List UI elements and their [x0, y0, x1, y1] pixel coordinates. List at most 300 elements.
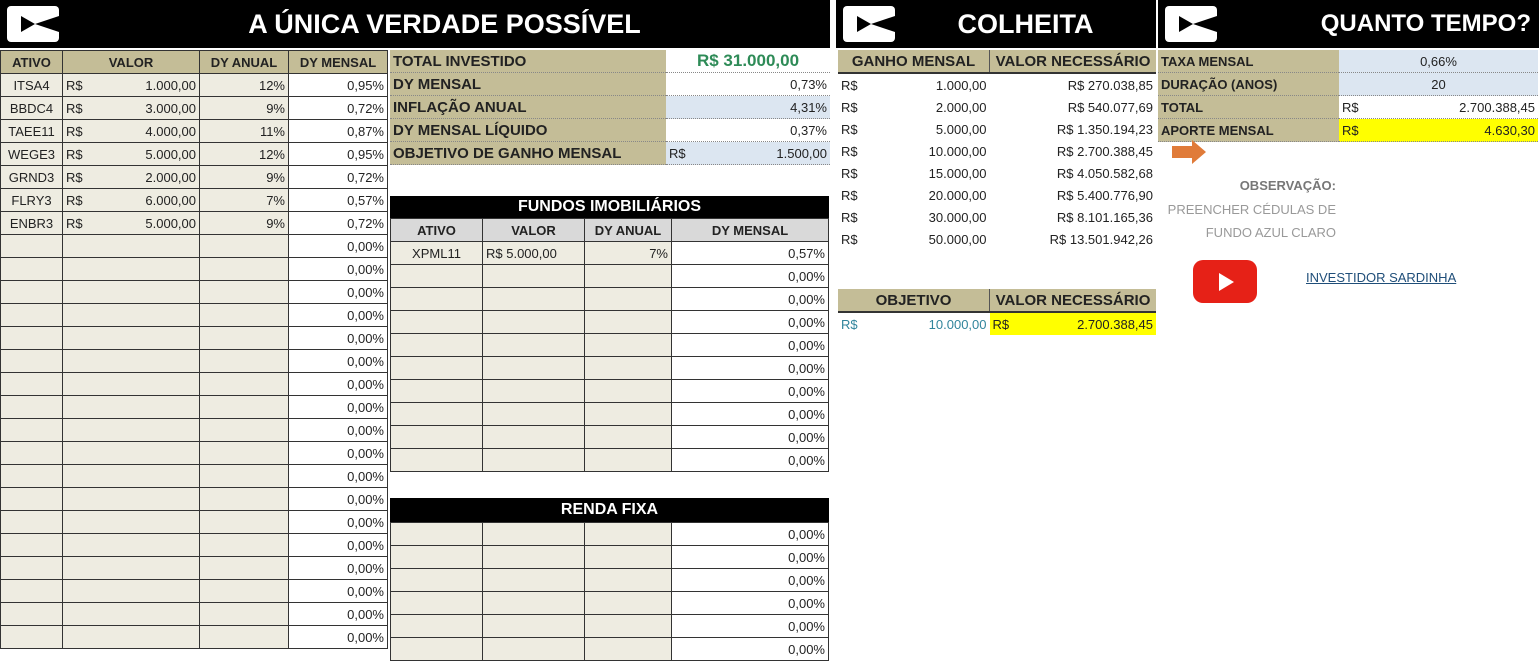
fii-table	[390, 218, 829, 472]
table-row	[391, 523, 829, 546]
dy-mensal-cell: 0,57%	[289, 189, 388, 212]
currency-label: R$	[1342, 99, 1359, 115]
table-row	[1, 350, 388, 373]
ganho-cell: R$ 20.000,00	[841, 187, 987, 203]
rf-dy-mensal-cell: 0,00%	[672, 569, 829, 592]
ativo-cell[interactable]	[1, 626, 63, 649]
dy-anual-cell[interactable]	[200, 304, 289, 327]
fii-valor-cell[interactable]	[483, 357, 585, 380]
dy-mensal-cell: 0,87%	[289, 120, 388, 143]
table-row	[1, 580, 388, 603]
aporte-label: APORTE MENSAL	[1158, 119, 1339, 142]
fii-dy-anual-cell[interactable]: 7%	[585, 242, 672, 265]
dy-mensal-cell: 0,72%	[289, 166, 388, 189]
dy-anual-cell[interactable]: 12%	[200, 143, 289, 166]
ativo-cell[interactable]	[1, 534, 63, 557]
dy-mensal-cell: 0,00%	[289, 580, 388, 603]
summary-table	[390, 50, 830, 165]
fii-ativo-cell[interactable]	[391, 265, 483, 288]
valor-cell[interactable]	[63, 189, 200, 212]
valor-necessario-cell: R$ 13.501.942,26	[1049, 231, 1153, 247]
dy-mensal-cell: 0,00%	[289, 304, 388, 327]
dy-anual-cell[interactable]	[200, 511, 289, 534]
total-label: TOTAL	[1158, 96, 1339, 119]
rf-cell[interactable]	[483, 546, 585, 569]
col-objetivo: OBJETIVO	[838, 289, 990, 312]
valor-cell[interactable]	[63, 465, 200, 488]
currency-label: R$	[66, 100, 83, 116]
ganho-cell: R$ 50.000,00	[841, 231, 987, 247]
table-row	[1, 603, 388, 626]
note-line-1: PREENCHER CÉDULAS DE	[1167, 202, 1336, 217]
ativo-cell[interactable]	[1, 396, 63, 419]
table-row	[838, 96, 1156, 118]
fii-dy-mensal-cell: 0,00%	[672, 311, 829, 334]
table-row	[1, 419, 388, 442]
ativo-cell[interactable]	[1, 281, 63, 304]
table-row	[391, 426, 829, 449]
quanto-tempo-table	[1158, 50, 1538, 142]
valor-value: 5.000,00	[145, 215, 196, 231]
fii-dy-mensal-cell: 0,00%	[672, 265, 829, 288]
valor-necessario-cell: R$ 4.050.582,68	[1056, 165, 1153, 181]
rf-cell[interactable]	[483, 523, 585, 546]
fii-valor-cell[interactable]: R$ 5.000,00	[483, 242, 585, 265]
dy-mensal-cell: 0,00%	[289, 488, 388, 511]
renda-fixa-table	[390, 522, 829, 661]
rf-cell[interactable]	[391, 592, 483, 615]
main-header	[0, 0, 830, 48]
table-row	[1, 626, 388, 649]
fii-dy-anual-cell[interactable]	[585, 357, 672, 380]
fii-dy-anual-cell[interactable]	[585, 380, 672, 403]
valor-necessario-cell: R$ 5.400.776,90	[1056, 187, 1153, 203]
dy-mensal-label: DY MENSAL	[390, 73, 666, 96]
objetivo-value: 1.500,00	[776, 145, 827, 161]
valor-value: 1.000,00	[145, 77, 196, 93]
table-row	[1, 189, 388, 212]
fii-ativo-cell[interactable]	[391, 288, 483, 311]
dy-mensal-cell: 0,00%	[289, 442, 388, 465]
ativo-cell[interactable]	[1, 488, 63, 511]
table-row	[1, 235, 388, 258]
arrow-right-icon	[1172, 140, 1208, 164]
fii-col-dy-mensal: DY MENSAL	[672, 219, 829, 242]
dy-mensal-cell: 0,00%	[289, 373, 388, 396]
table-row	[1, 97, 388, 120]
fii-valor-cell[interactable]	[483, 403, 585, 426]
valor-cell[interactable]	[63, 603, 200, 626]
table-row	[1, 442, 388, 465]
col-ganho-mensal: GANHO MENSAL	[838, 50, 990, 73]
table-row	[838, 228, 1156, 250]
table-row	[391, 403, 829, 426]
ativo-cell[interactable]: ITSA4	[1, 74, 63, 97]
youtube-icon[interactable]	[1193, 260, 1257, 303]
fii-col-ativo: ATIVO	[391, 219, 483, 242]
table-row	[838, 140, 1156, 162]
inflacao-input[interactable]: 4,31%	[666, 96, 830, 119]
fii-ativo-cell[interactable]: XPML11	[391, 242, 483, 265]
fii-dy-anual-cell[interactable]	[585, 449, 672, 472]
valor-cell[interactable]	[63, 97, 200, 120]
valor-cell[interactable]	[63, 396, 200, 419]
objetivo-necessario-value: 2.700.388,45	[1077, 316, 1153, 332]
valor-cell[interactable]	[63, 626, 200, 649]
ativo-cell[interactable]	[1, 465, 63, 488]
ativo-cell[interactable]: BBDC4	[1, 97, 63, 120]
fii-valor-cell[interactable]	[483, 380, 585, 403]
colheita-header	[836, 0, 1156, 48]
ativo-cell[interactable]	[1, 419, 63, 442]
ativo-cell[interactable]	[1, 580, 63, 603]
rf-cell[interactable]	[585, 546, 672, 569]
rf-cell[interactable]	[585, 523, 672, 546]
table-row	[1, 465, 388, 488]
aporte-value-cell	[1339, 119, 1538, 142]
ganho-cell: R$ 5.000,00	[841, 121, 987, 137]
rf-cell[interactable]	[483, 569, 585, 592]
rf-dy-mensal-cell: 0,00%	[672, 638, 829, 661]
rf-cell[interactable]	[391, 523, 483, 546]
logo-icon	[7, 6, 59, 42]
colheita-table	[838, 50, 1156, 250]
taxa-input[interactable]: 0,66%	[1339, 50, 1538, 73]
rf-cell[interactable]	[585, 592, 672, 615]
currency-label: R$	[1342, 122, 1359, 138]
dy-anual-cell[interactable]	[200, 281, 289, 304]
dy-anual-cell[interactable]	[200, 350, 289, 373]
table-row	[391, 265, 829, 288]
table-row	[838, 118, 1156, 140]
table-row	[1, 304, 388, 327]
table-row	[1, 120, 388, 143]
valor-cell[interactable]	[63, 442, 200, 465]
valor-cell[interactable]	[63, 557, 200, 580]
objetivo-value: 10.000,00	[928, 316, 987, 332]
ganho-cell: R$ 10.000,00	[841, 143, 987, 159]
table-row	[391, 242, 829, 265]
col-dy-anual: DY ANUAL	[200, 51, 289, 74]
taxa-label: TAXA MENSAL	[1158, 50, 1339, 73]
table-row	[391, 357, 829, 380]
table-row	[391, 288, 829, 311]
fii-ativo-cell[interactable]	[391, 311, 483, 334]
dy-anual-cell[interactable]	[200, 534, 289, 557]
ativo-cell[interactable]: GRND3	[1, 166, 63, 189]
rf-cell[interactable]	[483, 592, 585, 615]
fii-dy-anual-cell[interactable]	[585, 334, 672, 357]
ativo-cell[interactable]	[1, 373, 63, 396]
col-ativo: ATIVO	[1, 51, 63, 74]
dy-mensal-cell: 0,00%	[289, 327, 388, 350]
dy-mensal-cell: 0,00%	[289, 511, 388, 534]
table-row	[1, 166, 388, 189]
quanto-tempo-header	[1158, 0, 1539, 48]
note-line-2: FUNDO AZUL CLARO	[1205, 225, 1336, 240]
rf-cell[interactable]	[391, 638, 483, 661]
ativo-cell[interactable]	[1, 442, 63, 465]
rf-cell[interactable]	[585, 638, 672, 661]
valor-cell[interactable]	[63, 327, 200, 350]
ativo-cell[interactable]	[1, 235, 63, 258]
objetivo-input[interactable]	[666, 142, 830, 165]
objetivo-necessario	[990, 312, 1157, 335]
ativo-cell[interactable]	[1, 557, 63, 580]
rf-cell[interactable]	[391, 546, 483, 569]
currency-label: R$	[66, 192, 83, 208]
table-row	[391, 569, 829, 592]
rf-cell[interactable]	[391, 569, 483, 592]
valor-necessario-cell: R$ 8.101.165,36	[1056, 209, 1153, 225]
valor-cell[interactable]	[63, 419, 200, 442]
dy-anual-cell[interactable]	[200, 419, 289, 442]
fii-dy-mensal-cell: 0,00%	[672, 449, 829, 472]
ganho-cell: R$ 30.000,00	[841, 209, 987, 225]
total-value-cell	[1339, 96, 1538, 119]
dy-anual-cell[interactable]: 9%	[200, 166, 289, 189]
valor-value: 3.000,00	[145, 100, 196, 116]
valor-cell[interactable]	[63, 580, 200, 603]
dy-mensal-cell: 0,00%	[289, 419, 388, 442]
dy-anual-cell[interactable]	[200, 465, 289, 488]
currency-label: R$	[66, 215, 83, 231]
rf-dy-mensal-cell: 0,00%	[672, 615, 829, 638]
ativo-cell[interactable]: TAEE11	[1, 120, 63, 143]
table-row	[1, 373, 388, 396]
valor-value: 6.000,00	[145, 192, 196, 208]
valor-cell[interactable]	[63, 74, 200, 97]
stocks-table	[0, 50, 388, 649]
table-row	[1, 258, 388, 281]
dy-anual-cell[interactable]: 7%	[200, 189, 289, 212]
ganho-cell: R$ 15.000,00	[841, 165, 987, 181]
currency-label: R$	[66, 77, 83, 93]
objetivo-label: OBJETIVO DE GANHO MENSAL	[390, 142, 666, 165]
valor-cell[interactable]	[63, 120, 200, 143]
fii-valor-cell[interactable]	[483, 311, 585, 334]
rf-dy-mensal-cell: 0,00%	[672, 546, 829, 569]
main-title: A ÚNICA VERDADE POSSÍVEL	[248, 8, 641, 39]
objetivo-table	[838, 289, 1156, 335]
valor-cell[interactable]	[63, 350, 200, 373]
rf-cell[interactable]	[585, 615, 672, 638]
quanto-tempo-title: QUANTO TEMPO?	[1320, 10, 1531, 37]
valor-cell[interactable]	[63, 534, 200, 557]
note-title: OBSERVAÇÃO:	[1239, 178, 1336, 193]
ativo-cell[interactable]: ENBR3	[1, 212, 63, 235]
dy-anual-cell[interactable]	[200, 235, 289, 258]
dy-anual-cell[interactable]	[200, 258, 289, 281]
table-row	[391, 449, 829, 472]
aporte-value: 4.630,30	[1484, 122, 1535, 138]
fii-dy-anual-cell[interactable]	[585, 426, 672, 449]
rf-cell[interactable]	[483, 638, 585, 661]
fii-valor-cell[interactable]	[483, 288, 585, 311]
duracao-label: DURAÇÃO (ANOS)	[1158, 73, 1339, 96]
logo-icon	[843, 6, 895, 42]
fii-valor-cell[interactable]	[483, 449, 585, 472]
dy-mensal-cell: 0,00%	[289, 603, 388, 626]
fii-ativo-cell[interactable]	[391, 403, 483, 426]
valor-cell[interactable]	[63, 235, 200, 258]
dy-mensal-cell: 0,95%	[289, 74, 388, 97]
dy-anual-cell[interactable]: 9%	[200, 212, 289, 235]
fii-ativo-cell[interactable]	[391, 334, 483, 357]
ativo-cell[interactable]: FLRY3	[1, 189, 63, 212]
rf-cell[interactable]	[391, 615, 483, 638]
table-row	[1, 143, 388, 166]
currency-label: R$	[66, 169, 83, 185]
fii-valor-cell[interactable]	[483, 265, 585, 288]
dy-mensal-cell: 0,00%	[289, 350, 388, 373]
currency-label: R$	[66, 123, 83, 139]
table-row	[1, 534, 388, 557]
fii-dy-anual-cell[interactable]	[585, 288, 672, 311]
dy-anual-cell[interactable]	[200, 396, 289, 419]
dy-anual-cell[interactable]	[200, 373, 289, 396]
valor-cell[interactable]	[63, 281, 200, 304]
valor-cell[interactable]	[63, 143, 200, 166]
dy-mensal-cell: 0,00%	[289, 258, 388, 281]
valor-cell[interactable]	[63, 511, 200, 534]
dy-mensal-cell: 0,00%	[289, 534, 388, 557]
total-value: 2.700.388,45	[1459, 99, 1535, 115]
table-row	[1, 396, 388, 419]
table-row	[391, 334, 829, 357]
ativo-cell[interactable]: WEGE3	[1, 143, 63, 166]
objetivo-input[interactable]	[838, 312, 990, 335]
valor-cell[interactable]	[63, 166, 200, 189]
table-row	[838, 184, 1156, 206]
rf-cell[interactable]	[585, 569, 672, 592]
fii-valor-cell[interactable]	[483, 334, 585, 357]
rf-cell[interactable]	[483, 615, 585, 638]
investidor-sardinha-link[interactable]: INVESTIDOR SARDINHA	[1306, 270, 1457, 285]
currency-label: R$	[992, 316, 1010, 332]
fii-ativo-cell[interactable]	[391, 426, 483, 449]
valor-value: 4.000,00	[145, 123, 196, 139]
currency-label: R$	[841, 316, 858, 332]
table-row	[838, 162, 1156, 184]
fii-dy-mensal-cell: 0,00%	[672, 357, 829, 380]
dy-mensal-cell: 0,00%	[289, 235, 388, 258]
table-row	[1, 327, 388, 350]
dy-anual-cell[interactable]: 12%	[200, 74, 289, 97]
table-row	[838, 206, 1156, 228]
valor-cell[interactable]	[63, 488, 200, 511]
dy-anual-cell[interactable]	[200, 603, 289, 626]
table-row	[1, 557, 388, 580]
ativo-cell[interactable]	[1, 327, 63, 350]
dy-mensal-cell: 0,00%	[289, 626, 388, 649]
dy-mensal-value: 0,73%	[666, 73, 830, 96]
valor-cell[interactable]	[63, 258, 200, 281]
fii-col-dy-anual: DY ANUAL	[585, 219, 672, 242]
ativo-cell[interactable]	[1, 350, 63, 373]
dy-mensal-cell: 0,95%	[289, 143, 388, 166]
table-row	[1, 511, 388, 534]
fii-dy-mensal-cell: 0,00%	[672, 426, 829, 449]
dy-liquido-label: DY MENSAL LÍQUIDO	[390, 119, 666, 142]
ativo-cell[interactable]	[1, 258, 63, 281]
duracao-input[interactable]: 20	[1339, 73, 1538, 96]
table-row	[838, 73, 1156, 96]
renda-fixa-header: RENDA FIXA	[390, 498, 829, 522]
dy-anual-cell[interactable]: 9%	[200, 97, 289, 120]
fii-header: FUNDOS IMOBILIÁRIOS	[390, 196, 829, 218]
ganho-cell: R$ 2.000,00	[841, 99, 987, 115]
dy-anual-cell[interactable]	[200, 626, 289, 649]
fii-dy-anual-cell[interactable]	[585, 403, 672, 426]
table-row	[391, 592, 829, 615]
table-row	[391, 546, 829, 569]
col-dy-mensal: DY MENSAL	[289, 51, 388, 74]
ativo-cell[interactable]	[1, 603, 63, 626]
fii-dy-mensal-cell: 0,00%	[672, 403, 829, 426]
dy-mensal-cell: 0,00%	[289, 557, 388, 580]
col-objetivo-valor: VALOR NECESSÁRIO	[995, 291, 1151, 309]
dy-mensal-cell: 0,00%	[289, 396, 388, 419]
dy-mensal-cell: 0,00%	[289, 281, 388, 304]
valor-necessario-cell: R$ 270.038,85	[1067, 77, 1153, 93]
ativo-cell[interactable]	[1, 511, 63, 534]
dy-anual-cell[interactable]	[200, 580, 289, 603]
valor-necessario-cell: R$ 540.077,69	[1067, 99, 1153, 115]
table-row	[391, 311, 829, 334]
fii-dy-mensal-cell: 0,00%	[672, 334, 829, 357]
fii-dy-mensal-cell: 0,57%	[672, 242, 829, 265]
fii-dy-mensal-cell: 0,00%	[672, 380, 829, 403]
dy-anual-cell[interactable]	[200, 327, 289, 350]
fii-dy-anual-cell[interactable]	[585, 311, 672, 334]
valor-cell[interactable]	[63, 304, 200, 327]
rf-dy-mensal-cell: 0,00%	[672, 523, 829, 546]
fii-ativo-cell[interactable]	[391, 357, 483, 380]
total-investido-value: R$ 31.000,00	[666, 50, 830, 73]
fii-valor-cell[interactable]	[483, 426, 585, 449]
valor-cell[interactable]	[63, 373, 200, 396]
fii-ativo-cell[interactable]	[391, 449, 483, 472]
logo-icon	[1165, 6, 1217, 42]
dy-anual-cell[interactable]	[200, 557, 289, 580]
dy-mensal-cell: 0,72%	[289, 212, 388, 235]
dy-anual-cell[interactable]	[200, 488, 289, 511]
table-row	[1, 212, 388, 235]
dy-anual-cell[interactable]	[200, 442, 289, 465]
valor-necessario-cell: R$ 1.350.194,23	[1056, 121, 1153, 137]
rf-dy-mensal-cell: 0,00%	[672, 592, 829, 615]
currency-label: R$	[66, 146, 83, 162]
col-valor: VALOR	[63, 51, 200, 74]
valor-cell[interactable]	[63, 212, 200, 235]
fii-ativo-cell[interactable]	[391, 380, 483, 403]
valor-value: 2.000,00	[145, 169, 196, 185]
table-row	[391, 380, 829, 403]
col-valor-necessario: VALOR NECESSÁRIO	[995, 52, 1151, 70]
inflacao-label: INFLAÇÃO ANUAL	[390, 96, 666, 119]
currency-label: R$	[669, 145, 686, 161]
ganho-cell: R$ 1.000,00	[841, 77, 987, 93]
dy-mensal-cell: 0,72%	[289, 97, 388, 120]
ativo-cell[interactable]	[1, 304, 63, 327]
total-investido-label: TOTAL INVESTIDO	[390, 50, 666, 73]
dy-mensal-cell: 0,00%	[289, 465, 388, 488]
dy-anual-cell[interactable]: 11%	[200, 120, 289, 143]
valor-value: 5.000,00	[145, 146, 196, 162]
fii-dy-anual-cell[interactable]	[585, 265, 672, 288]
table-row	[391, 638, 829, 661]
